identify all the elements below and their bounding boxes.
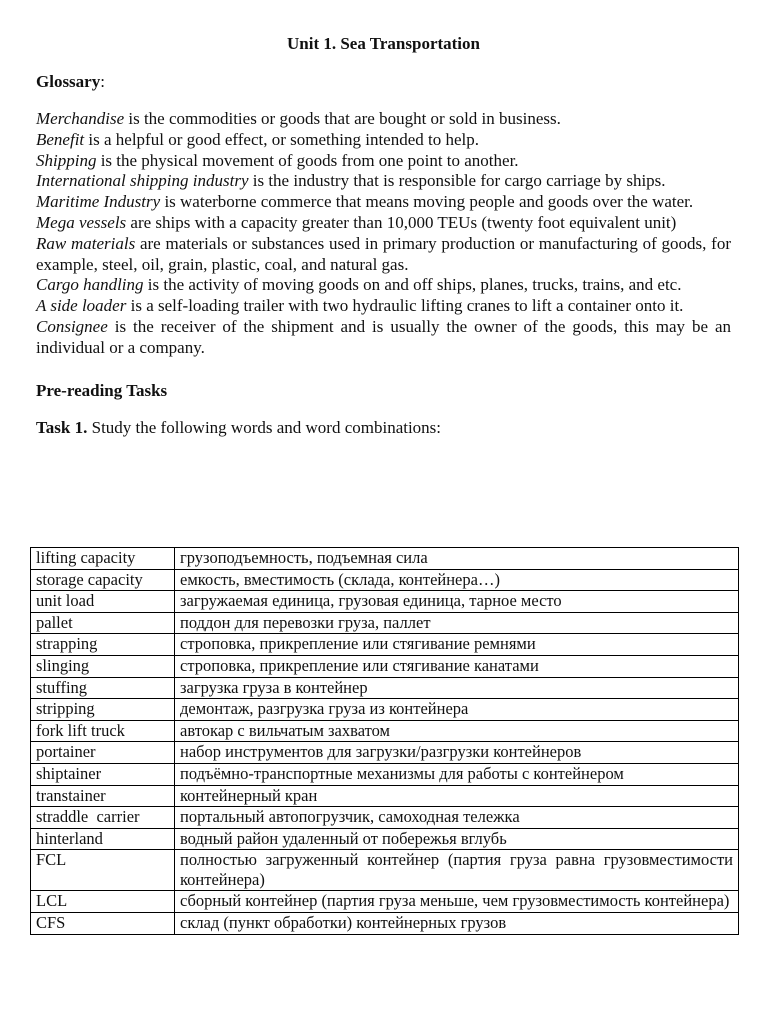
table-row xyxy=(31,548,739,570)
translation-cell: склад (пункт обработки) контейнерных грузов xyxy=(175,912,739,934)
glossary-entry xyxy=(36,213,731,234)
table-row xyxy=(31,828,739,850)
translation-cell: автокар с вильчатым захватом xyxy=(175,720,739,742)
glossary-definition: is the activity of moving goods on and off ships, planes, trucks, trains, and etc. xyxy=(143,275,682,295)
translation-cell: загрузка груза в контейнер xyxy=(175,677,739,699)
term-cell: portainer xyxy=(31,742,175,764)
document-page xyxy=(36,33,731,438)
term-cell: transtainer xyxy=(31,785,175,807)
term-cell: shiptainer xyxy=(31,763,175,785)
glossary-entry xyxy=(36,171,731,192)
table-row xyxy=(31,569,739,591)
translation-cell: емкость, вместимость (склада, контейнера…) xyxy=(175,569,739,591)
term-cell: FCL xyxy=(31,850,175,891)
translation-cell: строповка, прикрепление или стягивание канатами xyxy=(175,655,739,677)
glossary-term: Mega vessels xyxy=(36,212,127,232)
term-cell: CFS xyxy=(31,912,175,934)
term-cell: hinterland xyxy=(31,828,175,850)
glossary-entry xyxy=(36,234,731,276)
glossary-heading xyxy=(36,71,731,93)
translation-cell: полностью загруженный контейнер (партия груза равна грузовместимости контейнера) xyxy=(175,850,739,891)
table-row xyxy=(31,612,739,634)
translation-cell: контейнерный кран xyxy=(175,785,739,807)
vocabulary-table xyxy=(30,547,739,935)
term-cell: stripping xyxy=(31,699,175,721)
table-row xyxy=(31,720,739,742)
table-row xyxy=(31,655,739,677)
glossary-term: Benefit xyxy=(36,129,85,149)
glossary-entry xyxy=(36,192,731,213)
glossary-definition: is waterborne commerce that means moving people and goods over the water. xyxy=(160,192,694,212)
glossary-term: A side loader xyxy=(36,296,127,316)
table-row xyxy=(31,742,739,764)
glossary-term: Shipping xyxy=(36,150,97,170)
glossary-entry xyxy=(36,151,731,172)
glossary-term: Raw materials xyxy=(36,233,136,253)
glossary-heading-colon: : xyxy=(100,72,105,91)
term-cell: pallet xyxy=(31,612,175,634)
glossary-definition: is the receiver of the shipment and is usually the owner of the goods, this may be an individual or a company. xyxy=(36,316,731,357)
glossary-heading-label: Glossary xyxy=(36,72,101,91)
glossary-definition: is the physical movement of goods from one point to another. xyxy=(96,150,519,170)
page-title: Unit 1. Sea Transportation xyxy=(286,34,480,53)
translation-cell: загружаемая единица, грузовая единица, тарное место xyxy=(175,591,739,613)
glossary-entry xyxy=(36,296,731,317)
translation-cell: набор инструментов для загрузки/разгрузки контейнеров xyxy=(175,742,739,764)
task1-label: Task 1. xyxy=(36,417,88,437)
translation-cell: строповка, прикрепление или стягивание ремнями xyxy=(175,634,739,656)
table-row xyxy=(31,891,739,913)
term-cell: strapping xyxy=(31,634,175,656)
translation-cell: водный район удаленный от побережья вглубь xyxy=(175,828,739,850)
table-row xyxy=(31,850,739,891)
glossary-term: Consignee xyxy=(36,316,108,336)
glossary-definition: is the industry that is responsible for cargo carriage by ships. xyxy=(248,171,666,191)
glossary-definition: is a helpful or good effect, or something intended to help. xyxy=(84,129,479,149)
table-row xyxy=(31,699,739,721)
table-row xyxy=(31,677,739,699)
glossary-entry xyxy=(36,109,731,130)
table-row xyxy=(31,807,739,829)
glossary-term: Cargo handling xyxy=(36,275,144,295)
term-cell: storage capacity xyxy=(31,569,175,591)
glossary-entry xyxy=(36,317,731,359)
glossary-entry xyxy=(36,130,731,151)
pre-reading-heading: Pre-reading Tasks xyxy=(36,380,168,400)
translation-cell: сборный контейнер (партия груза меньше, чем грузовместимость контейнера) xyxy=(175,891,739,913)
glossary-definition: are materials or substances used in primary production or manufacturing of goods, for example, steel, oil, grain, plastic, coal, and natural gas. xyxy=(36,233,731,274)
table-row xyxy=(31,763,739,785)
term-cell: LCL xyxy=(31,891,175,913)
glossary-definition: is the commodities or goods that are bought or sold in business. xyxy=(124,109,561,128)
table-row xyxy=(31,634,739,656)
term-cell: stuffing xyxy=(31,677,175,699)
glossary-term: International shipping industry xyxy=(36,171,249,191)
glossary-entry xyxy=(36,275,731,296)
term-cell: fork lift truck xyxy=(31,720,175,742)
table-row xyxy=(31,591,739,613)
task1-instruction: Study the following words and word combinations: xyxy=(87,417,442,437)
table-row xyxy=(31,785,739,807)
term-cell: slinging xyxy=(31,655,175,677)
table-row xyxy=(31,912,739,934)
glossary-term: Merchandise xyxy=(36,109,125,128)
task1-heading xyxy=(36,418,731,438)
glossary-term: Maritime Industry xyxy=(36,192,161,212)
translation-cell: подъёмно-транспортные механизмы для работы с контейнером xyxy=(175,763,739,785)
glossary-definition: is a self-loading trailer with two hydraulic lifting cranes to lift a container onto it. xyxy=(126,296,684,316)
term-cell: straddle carrier xyxy=(31,807,175,829)
glossary-definition: are ships with a capacity greater than 10,000 TEUs (twenty foot equivalent unit) xyxy=(126,212,677,232)
term-cell: lifting capacity xyxy=(31,548,175,570)
translation-cell: поддон для перевозки груза, паллет xyxy=(175,612,739,634)
term-cell: unit load xyxy=(31,591,175,613)
translation-cell: демонтаж, разгрузка груза из контейнера xyxy=(175,699,739,721)
translation-cell: портальный автопогрузчик, самоходная тележка xyxy=(175,807,739,829)
glossary-list xyxy=(36,109,731,359)
translation-cell: грузоподъемность, подъемная сила xyxy=(175,548,739,570)
